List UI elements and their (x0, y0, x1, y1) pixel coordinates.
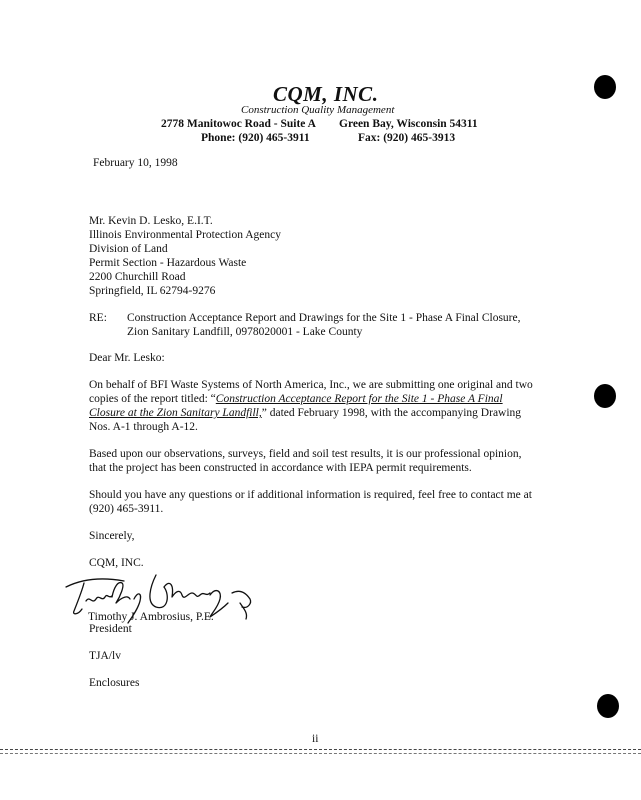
paragraph-2-line-1: Based upon our observations, surveys, field and soil test results, it is our professional opinion, (89, 448, 522, 460)
paragraph-3-line-2: (920) 465-3911. (89, 503, 164, 515)
page-number: ii (312, 733, 319, 745)
recipient-city: Springfield, IL 62794-9276 (89, 285, 216, 297)
re-line-2: Zion Sanitary Landfill, 0978020001 - Lake County (127, 326, 363, 338)
scan-artifact-line (0, 753, 641, 755)
paragraph-2-line-2: that the project has been constructed in accordance with IEPA permit requirements. (89, 462, 472, 474)
paragraph-1-line-2 (89, 393, 503, 405)
signer-title: President (89, 623, 132, 635)
paragraph-1-prefix: copies of the report titled: “ (89, 393, 216, 405)
paragraph-1-line-4: Nos. A-1 through A-12. (89, 421, 198, 433)
company-name: CQM, INC. (273, 82, 379, 106)
recipient-agency: Illinois Environmental Protection Agency (89, 229, 281, 241)
re-line-1: Construction Acceptance Report and Drawings for the Site 1 - Phase A Final Closure, (127, 312, 521, 324)
recipient-division: Division of Land (89, 243, 168, 255)
recipient-section: Permit Section - Hazardous Waste (89, 257, 247, 269)
re-label: RE: (89, 312, 107, 324)
binder-hole-top (594, 75, 616, 99)
enclosures: Enclosures (89, 677, 140, 689)
report-title-part-2: Closure at the Zion Sanitary Landfill, (89, 407, 262, 419)
scan-artifact-line (0, 749, 641, 751)
report-title-part-1: Construction Acceptance Report for the Site 1 - Phase A Final (215, 393, 503, 405)
initials: TJA/lv (89, 650, 121, 662)
binder-hole-bottom (597, 694, 619, 718)
closing: Sincerely, (89, 530, 135, 542)
company-fax: Fax: (920) 465-3913 (358, 132, 456, 144)
paragraph-3-line-1: Should you have any questions or if additional information is required, feel free to contact me at (89, 489, 532, 501)
company-city: Green Bay, Wisconsin 54311 (339, 118, 478, 130)
paragraph-1-line-3 (89, 407, 521, 419)
letter-date: February 10, 1998 (93, 157, 178, 169)
signer-name: Timothy J. Ambrosius, P.E. (88, 611, 214, 623)
company-phone: Phone: (920) 465-3911 (201, 132, 310, 144)
company-address: 2778 Manitowoc Road - Suite A (161, 118, 316, 130)
binder-hole-middle (594, 384, 616, 408)
signer-company: CQM, INC. (89, 557, 144, 569)
recipient-name: Mr. Kevin D. Lesko, E.I.T. (89, 215, 213, 227)
paragraph-1-suffix: ” dated February 1998, with the accompanying Drawing (261, 407, 522, 419)
recipient-street: 2200 Churchill Road (89, 271, 186, 283)
salutation: Dear Mr. Lesko: (89, 352, 165, 364)
company-tagline: Construction Quality Management (241, 104, 395, 116)
paragraph-1-line-1: On behalf of BFI Waste Systems of North America, Inc., we are submitting one original and two (89, 379, 533, 391)
